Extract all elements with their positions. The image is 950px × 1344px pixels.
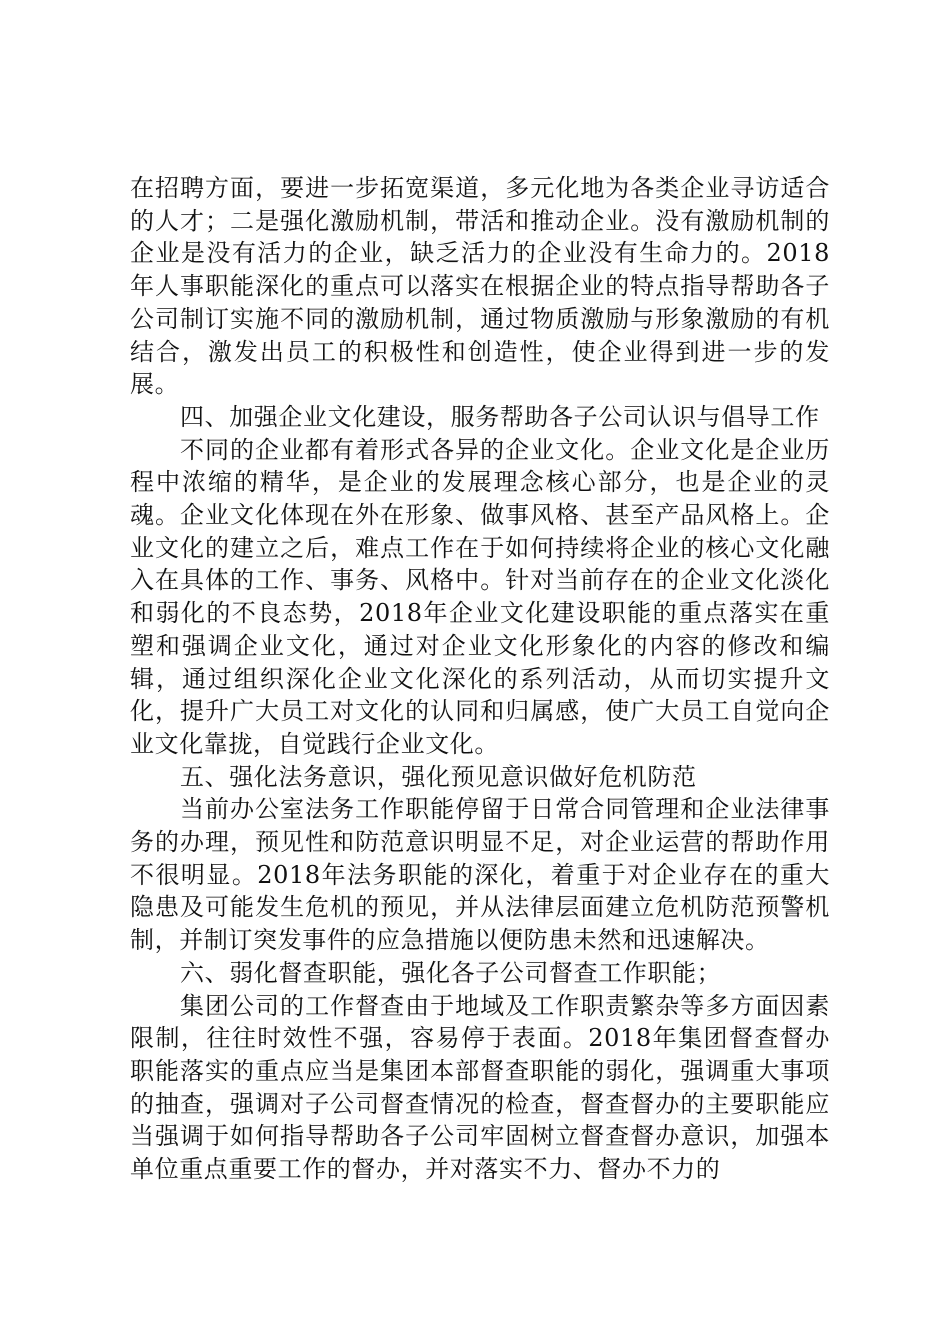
heading-section-five: 五、强化法务意识，强化预见意识做好危机防范 — [180, 762, 697, 791]
document-body — [130, 172, 830, 1186]
heading-section-four: 四、加强企业文化建设，服务帮助各子公司认识与倡导工作 — [180, 402, 820, 431]
heading-section-six: 六、弱化督查职能，强化各子公司督查工作职能； — [180, 958, 722, 987]
paragraph-legal-affairs: 当前办公室法务工作职能停留于日常合同管理和企业法律事务的办理，预见性和防范意识明显不足，对企业运营的帮助作用不很明显。2018年法务职能的深化，着重于对企业存在的重大隐患及可能发生危机的预见，并从法律层面建立危机防范预警机制，并制订突发事件的应急措施以便防患未然和迅速解决。 — [130, 795, 830, 955]
paragraph-supervision: 集团公司的工作督查由于地域及工作职责繁杂等多方面因素限制，往往时效性不强，容易停于表面。2018年集团督查督办职能落实的重点应当是集团本部督查职能的弱化，强调重大事项的抽查，强调对子公司督查情况的检查，督查督办的主要职能应当强调于如何指导帮助各子公司牢固树立督查督办意识，加强本单位重点重要工作的督办，并对落实不力、督办不力的 — [130, 991, 830, 1184]
paragraph-recruitment-incentive: 在招聘方面，要进一步拓宽渠道，多元化地为各类企业寻访适合的人才；二是强化激励机制，带活和推动企业。没有激励机制的企业是没有活力的企业，缺乏活力的企业没有生命力的。2018年人事职能深化的重点可以落实在根据企业的特点指导帮助各子公司制订实施不同的激励机制，通过物质激励与形象激励的有机结合，激发出员工的积极性和创造性，使企业得到进一步的发展。 — [130, 174, 830, 399]
paragraph-corporate-culture: 不同的企业都有着形式各异的企业文化。企业文化是企业历程中浓缩的精华，是企业的发展理念核心部分，也是企业的灵魂。企业文化体现在外在形象、做事风格、甚至产品风格上。企业文化的建立之后，难点工作在于如何持续将企业的核心文化融入在具体的工作、事务、风格中。针对当前存在的企业文化淡化和弱化的不良态势，2018年企业文化建设职能的重点落实在重塑和强调企业文化，通过对企业文化形象化的内容的修改和编辑，通过组织深化企业文化深化的系列活动，从而切实提升文化，提升广大员工对文化的认同和归属感，使广大员工自觉向企业文化靠拢，自觉践行企业文化。 — [130, 435, 830, 758]
